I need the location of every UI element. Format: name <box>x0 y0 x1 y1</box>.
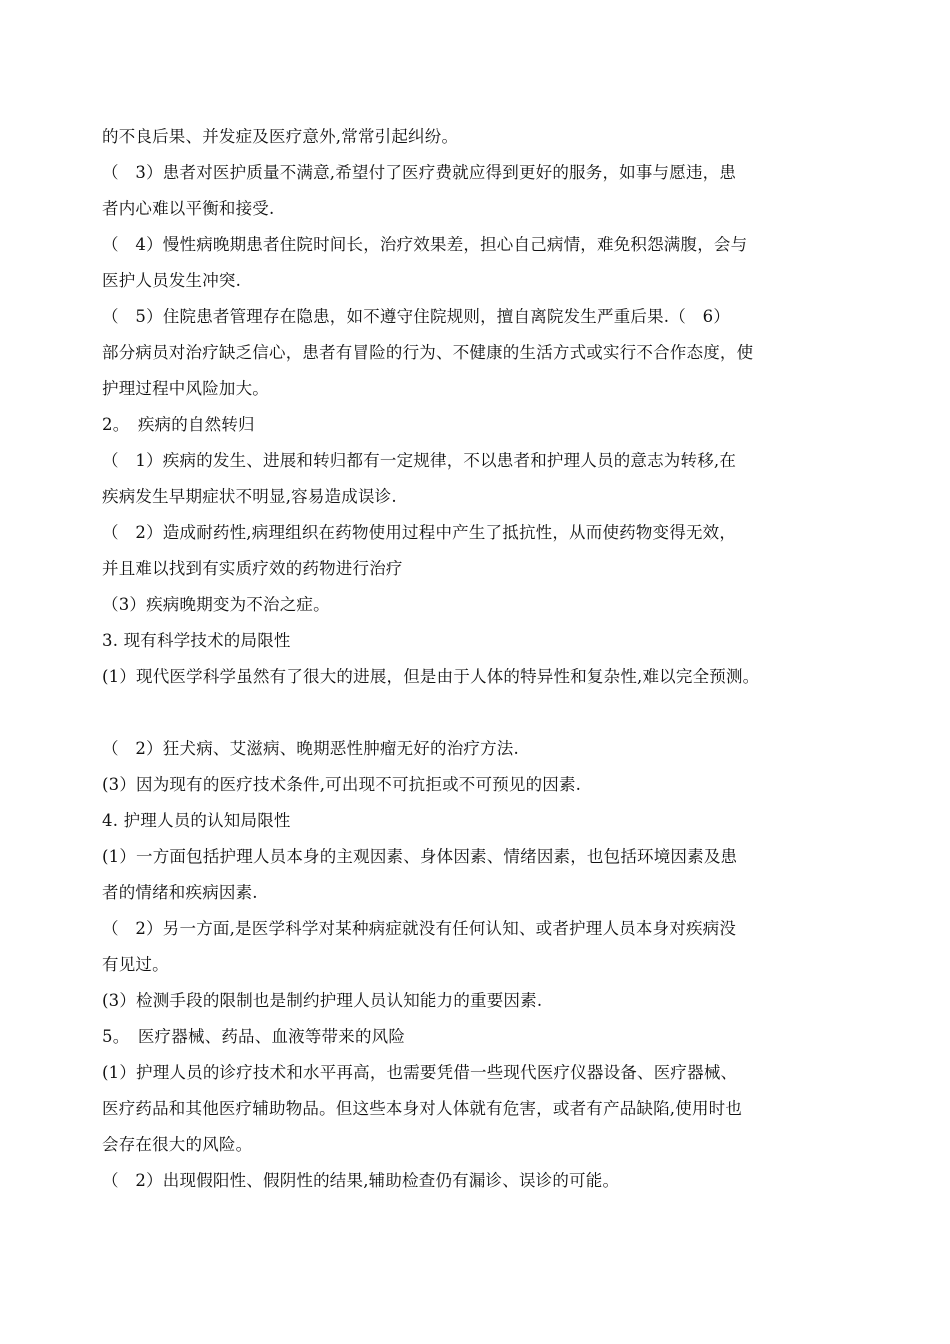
text-line: 者内心难以平衡和接受. <box>102 199 275 218</box>
blank-line <box>102 695 862 731</box>
text-line: (3）检测手段的限制也是制约护理人员认知能力的重要因素. <box>102 991 543 1010</box>
section-heading: 3. 现有科学技术的局限性 <box>102 631 291 650</box>
text-line: (1）一方面包括护理人员本身的主观因素、身体因素、情绪因素，也包括环境因素及患 <box>102 847 738 866</box>
text-line: （ 1）疾病的发生、进展和转归都有一定规律，不以患者和护理人员的意志为转移,在 <box>102 451 737 470</box>
text-line: （ 5）住院患者管理存在隐患，如不遵守住院规则，擅自离院发生严重后果.（ 6） <box>102 307 731 326</box>
document-body <box>102 119 862 1199</box>
text-line: （ 2）出现假阳性、假阴性的结果,辅助检查仍有漏诊、误诊的可能。 <box>102 1171 620 1190</box>
text-line: 的不良后果、并发症及医疗意外,常常引起纠纷。 <box>102 127 459 146</box>
text-line: 有见过。 <box>102 955 169 974</box>
text-line: 并且难以找到有实质疗效的药物进行治疗 <box>102 559 403 578</box>
text-line: (1）护理人员的诊疗技术和水平再高，也需要凭借一些现代医疗仪器设备、医疗器械、 <box>102 1063 738 1082</box>
text-line: (3）因为现有的医疗技术条件,可出现不可抗拒或不可预见的因素. <box>102 775 582 794</box>
section-heading: 4. 护理人员的认知局限性 <box>102 811 291 830</box>
text-line: （ 2）另一方面,是医学科学对某种病症就没有任何认知、或者护理人员本身对疾病没 <box>102 919 737 938</box>
text-line: （ 3）患者对医护质量不满意,希望付了医疗费就应得到更好的服务，如事与愿违，患 <box>102 163 737 182</box>
section-heading: 2。 疾病的自然转归 <box>102 415 255 434</box>
text-line: （3）疾病晚期变为不治之症。 <box>102 595 330 614</box>
text-line: 疾病发生早期症状不明显,容易造成误诊. <box>102 487 397 506</box>
section-heading: 5。 医疗器械、药品、血液等带来的风险 <box>102 1027 406 1046</box>
text-line: 护理过程中风险加大。 <box>102 379 269 398</box>
text-line: (1）现代医学科学虽然有了很大的进展，但是由于人体的特异性和复杂性,难以完全预测。 <box>102 667 760 686</box>
text-line: 部分病员对治疗缺乏信心，患者有冒险的行为、不健康的生活方式或实行不合作态度，使 <box>102 343 754 362</box>
text-line: （ 2）造成耐药性,病理组织在药物使用过程中产生了抵抗性，从而使药物变得无效， <box>102 523 737 542</box>
text-line: 者的情绪和疾病因素. <box>102 883 258 902</box>
text-line: 医护人员发生冲突. <box>102 271 242 290</box>
text-line: 医疗药品和其他医疗辅助物品。但这些本身对人体就有危害，或者有产品缺陷,使用时也 <box>102 1099 743 1118</box>
text-line: （ 4）慢性病晚期患者住院时间长，治疗效果差，担心自己病情，难免积怨满腹，会与 <box>102 235 748 254</box>
text-line: 会存在很大的风险。 <box>102 1135 253 1154</box>
text-line: （ 2）狂犬病、艾滋病、晚期恶性肿瘤无好的治疗方法. <box>102 739 519 758</box>
